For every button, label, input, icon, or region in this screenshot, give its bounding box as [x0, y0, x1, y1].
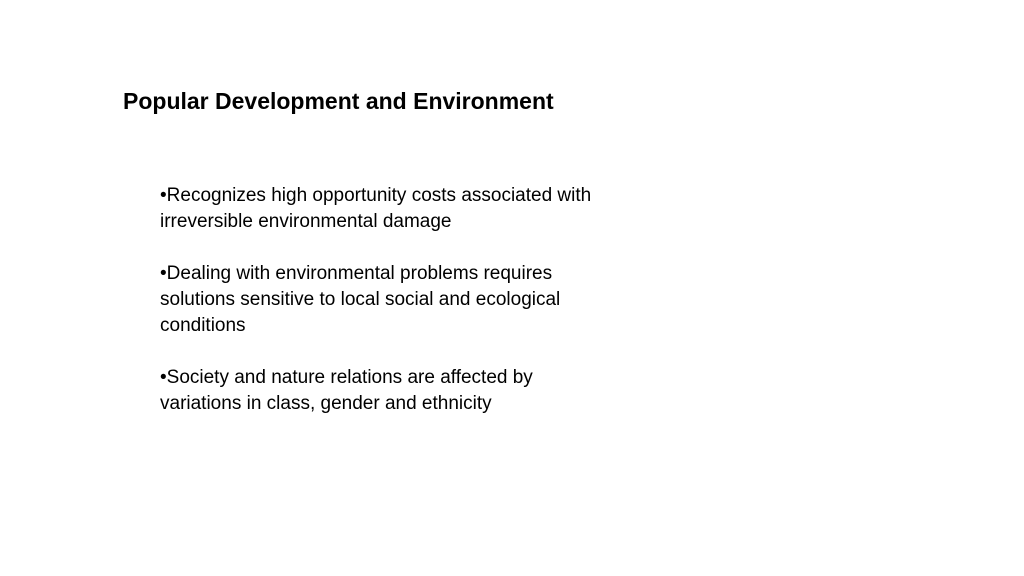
- bullet-item-1: •Recognizes high opportunity costs associated with irreversible environmental damage: [160, 185, 592, 232]
- bullet-list: [160, 183, 610, 443]
- slide-title: Popular Development and Environment: [123, 88, 554, 114]
- bullet-item-3: •Society and nature relations are affected by variations in class, gender and ethnicity: [160, 367, 533, 414]
- bullet-item-2: •Dealing with environmental problems requires solutions sensitive to local social and ecological conditions: [160, 263, 561, 336]
